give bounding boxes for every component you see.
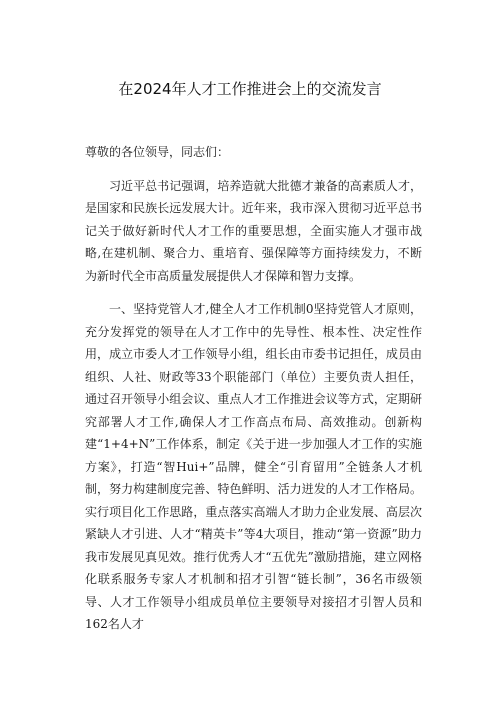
paragraph-section-one: 一、坚持党管人才,健全人才工作机制0坚持党管人才原则，充分发挥党的领导在人才工作中的先导性、根本性、决定性作用，成立市委人才工作领导小组，组长由市委书记担任，成员由组织、人社、财政等33个职能部门（单位）主要负责人担任，通过召开领导小组会议、重点人才工作推进会议等方式，定期研究部署人才工作,确保人才工作高点布局、高效推动。创新构建“1+4+N”工作体系，制定《关于进一步加强人才工作的实施方案》，打造“智Hui+”品牌，健全“引育留用”全链条人才机制，努力构建制度完善、特色鲜明、活力迸发的人才工作格局。实行项目化工作思路，重点落实高端人才助力企业发展、高层次紧缺人才引进、人才“精英卡”等4大项目，推动“第一资源”助力我市发展见真见效。推行优秀人才“五优先”激励措施，建立网格化联系服务专家人才机制和招才引智“链长制”，36名市级领导、人才工作领导小组成员单位主要领导对接招才引智人员和162名人才 bbox=[85, 302, 422, 631]
document-title: 在2024年人才工作推进会上的交流发言 bbox=[118, 80, 382, 98]
document-body bbox=[85, 141, 422, 647]
salutation: 尊敬的各位领导，同志们： bbox=[85, 145, 230, 159]
paragraph-intro: 习近平总书记强调，培养造就大批德才兼备的高素质人才，是国家和民族长远发展大计。近年来，我市深入贯彻习近平总书记关于做好新时代人才工作的重要思想，全面实施人才强市战略,在建机制、聚合力、重培育、强保障等方面持续发力，不断为新时代全市高质量发展提供人才保障和智力支撑。 bbox=[85, 178, 422, 283]
